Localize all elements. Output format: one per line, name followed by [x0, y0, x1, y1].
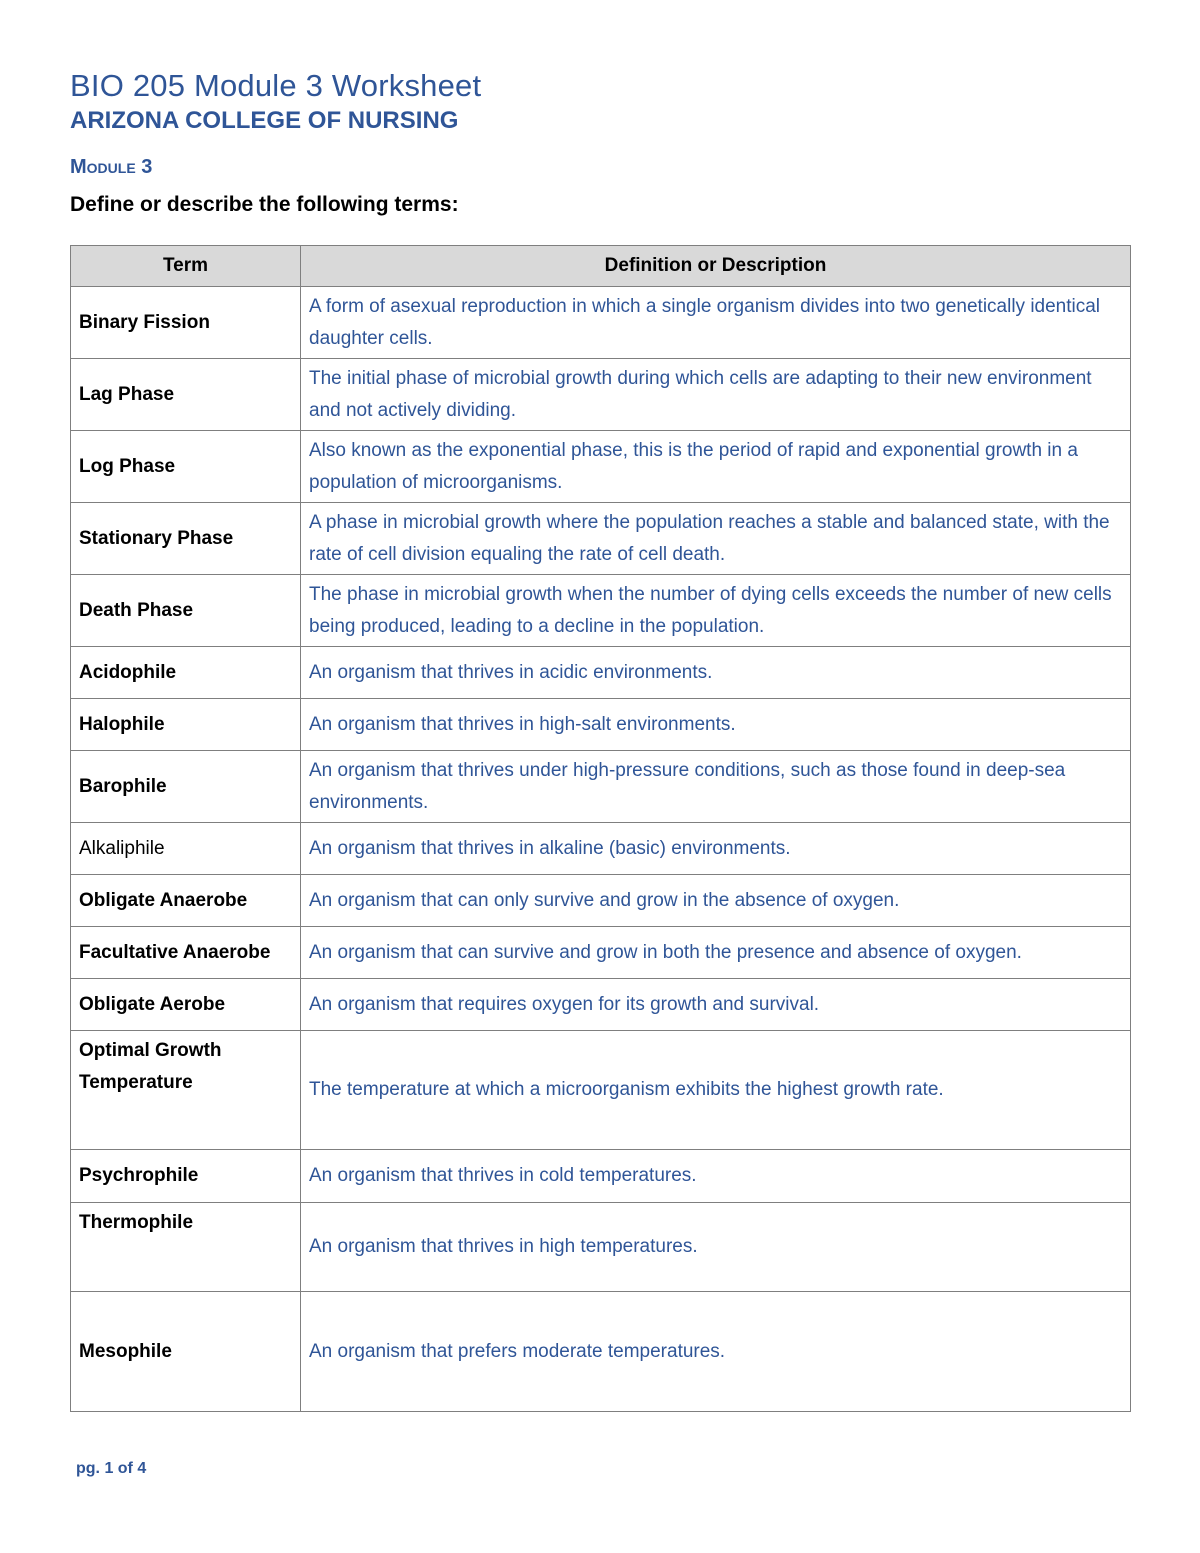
definition-cell: An organism that thrives in high-salt environments.: [301, 699, 1131, 751]
term-cell: Stationary Phase: [71, 503, 301, 575]
term-cell: Alkaliphile: [71, 823, 301, 875]
definition-cell: An organism that thrives under high-pressure conditions, such as those found in deep-sea environments.: [301, 751, 1131, 823]
table-row: [71, 287, 1131, 359]
term-cell: Lag Phase: [71, 359, 301, 431]
term-cell: Mesophile: [71, 1292, 301, 1412]
term-cell: Halophile: [71, 699, 301, 751]
instructions-text: Define or describe the following terms:: [70, 193, 459, 216]
definition-cell: An organism that can survive and grow in both the presence and absence of oxygen.: [301, 927, 1131, 979]
definition-cell: Also known as the exponential phase, this is the period of rapid and exponential growth in a population of microorganisms.: [301, 431, 1131, 503]
table-row: [71, 751, 1131, 823]
term-cell: Obligate Aerobe: [71, 979, 301, 1031]
table-row: [71, 1292, 1131, 1412]
term-cell: Obligate Anaerobe: [71, 875, 301, 927]
document-title: BIO 205 Module 3 Worksheet: [70, 68, 482, 103]
table-row: [71, 875, 1131, 927]
term-cell: Log Phase: [71, 431, 301, 503]
terms-table: [70, 245, 1131, 1412]
definition-cell: An organism that thrives in alkaline (basic) environments.: [301, 823, 1131, 875]
definition-cell: An organism that thrives in cold temperatures.: [301, 1150, 1131, 1203]
definition-cell: An organism that thrives in high temperatures.: [301, 1203, 1131, 1292]
table-row: [71, 927, 1131, 979]
page-number: pg. 1 of 4: [76, 1460, 147, 1477]
table-row: [71, 647, 1131, 699]
definition-cell: The initial phase of microbial growth during which cells are adapting to their new environment and not actively dividing.: [301, 359, 1131, 431]
column-header-definition: Definition or Description: [301, 246, 1131, 287]
term-cell: Death Phase: [71, 575, 301, 647]
table-row: [71, 823, 1131, 875]
term-cell: Thermophile: [71, 1203, 301, 1292]
table-row: [71, 979, 1131, 1031]
term-cell: Acidophile: [71, 647, 301, 699]
table-row: [71, 1150, 1131, 1203]
term-cell: Psychrophile: [71, 1150, 301, 1203]
table-row: [71, 1031, 1131, 1150]
definition-cell: A form of asexual reproduction in which a single organism divides into two genetically identical daughter cells.: [301, 287, 1131, 359]
document-subtitle: ARIZONA COLLEGE OF NURSING: [70, 107, 459, 134]
column-header-term: Term: [71, 246, 301, 287]
module-heading: Module 3: [70, 156, 153, 178]
table-row: [71, 503, 1131, 575]
table-header-row: [71, 246, 1131, 287]
definition-cell: An organism that requires oxygen for its growth and survival.: [301, 979, 1131, 1031]
definition-cell: An organism that can only survive and grow in the absence of oxygen.: [301, 875, 1131, 927]
definition-cell: An organism that thrives in acidic environments.: [301, 647, 1131, 699]
term-cell: Facultative Anaerobe: [71, 927, 301, 979]
table-row: [71, 699, 1131, 751]
table-row: [71, 575, 1131, 647]
definition-cell: A phase in microbial growth where the population reaches a stable and balanced state, with the rate of cell division equaling the rate of cell death.: [301, 503, 1131, 575]
table-row: [71, 359, 1131, 431]
term-cell: Optimal Growth Temperature: [71, 1031, 301, 1150]
term-cell: Barophile: [71, 751, 301, 823]
definition-cell: The phase in microbial growth when the number of dying cells exceeds the number of new cells being produced, leading to a decline in the population.: [301, 575, 1131, 647]
term-cell: Binary Fission: [71, 287, 301, 359]
table-row: [71, 431, 1131, 503]
table-row: [71, 1203, 1131, 1292]
definition-cell: The temperature at which a microorganism exhibits the highest growth rate.: [301, 1031, 1131, 1150]
definition-cell: An organism that prefers moderate temperatures.: [301, 1292, 1131, 1412]
